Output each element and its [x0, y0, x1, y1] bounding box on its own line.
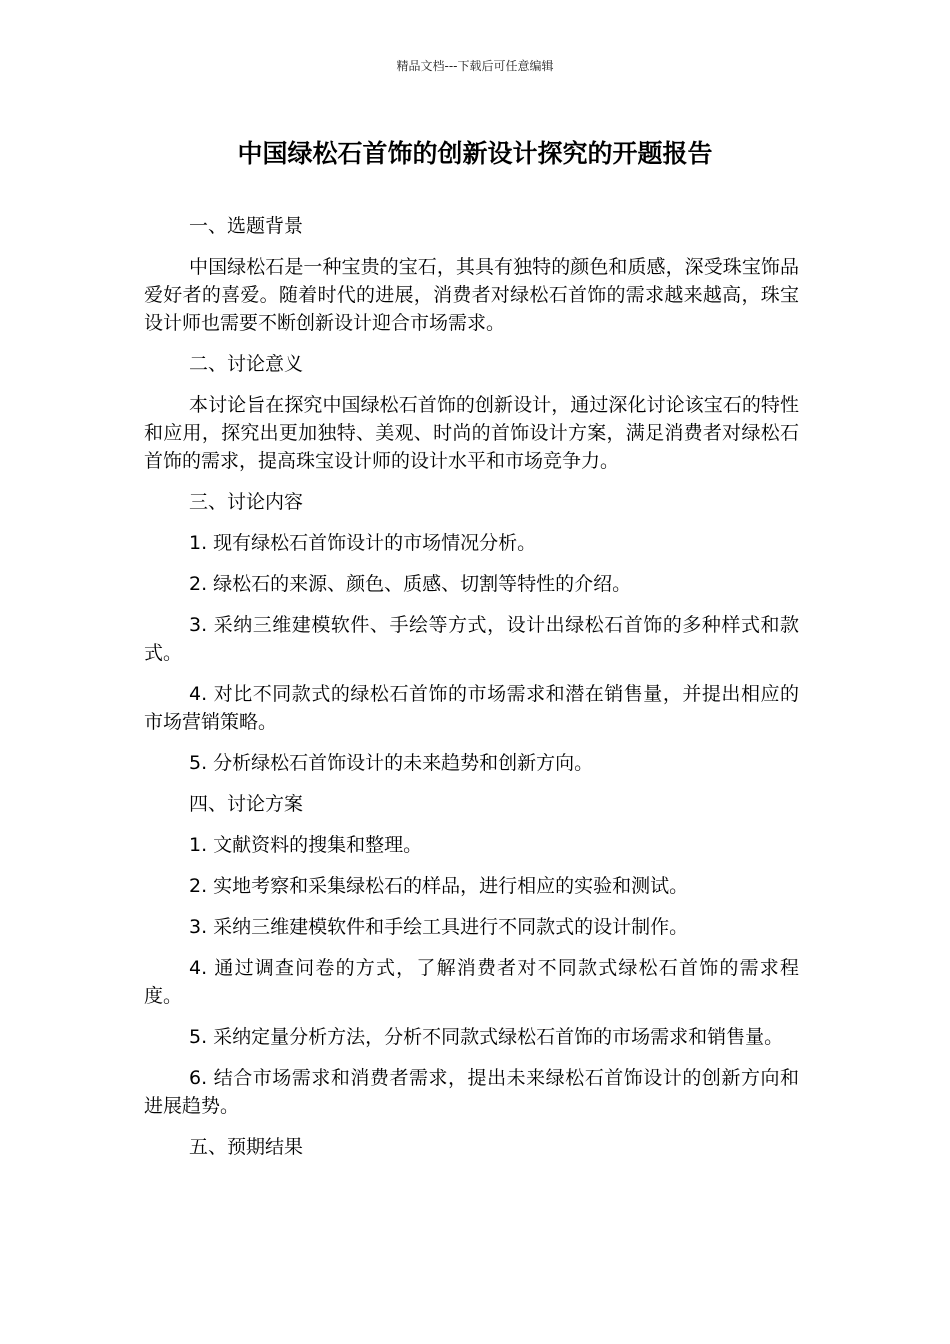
plan-list-item: 6. 结合市场需求和消费者需求，提出未来绿松石首饰设计的创新方向和进展趋势。: [144, 1067, 799, 1117]
plan-list-item: 2. 实地考察和采集绿松石的样品，进行相应的实验和测试。: [189, 875, 689, 897]
plan-list-item: 4. 通过调查问卷的方式，了解消费者对不同款式绿松石首饰的需求程度。: [144, 957, 799, 1007]
section-heading-results: 五、预期结果: [189, 1136, 304, 1158]
content-list-item: 3. 采纳三维建模软件、手绘等方式，设计出绿松石首饰的多种样式和款式。: [144, 614, 799, 664]
document-body: [144, 212, 799, 1174]
significance-paragraph: 本讨论旨在探究中国绿松石首饰的创新设计，通过深化讨论该宝石的特性和应用，探究出更加独特、美观、时尚的首饰设计方案，满足消费者对绿松石首饰的需求，提高珠宝设计师的设计水平和市场竞争力。: [144, 394, 799, 472]
content-list-item: 2. 绿松石的来源、颜色、质感、切割等特性的介绍。: [189, 573, 632, 595]
plan-list-item: 5. 采纳定量分析方法，分析不同款式绿松石首饰的市场需求和销售量。: [189, 1026, 784, 1048]
section-heading-significance: 二、讨论意义: [189, 353, 304, 375]
background-paragraph: 中国绿松石是一种宝贵的宝石，其具有独特的颜色和质感，深受珠宝饰品爱好者的喜爱。随着时代的进展，消费者对绿松石首饰的需求越来越高，珠宝设计师也需要不断创新设计迎合市场需求。: [144, 256, 799, 334]
document-title: 中国绿松石首饰的创新设计探究的开题报告: [237, 139, 713, 168]
header-note: 精品文档---下载后可任意编辑: [396, 59, 554, 73]
section-heading-plan: 四、讨论方案: [189, 793, 304, 815]
plan-list-item: 3. 采纳三维建模软件和手绘工具进行不同款式的设计制作。: [189, 916, 689, 938]
section-heading-background: 一、选题背景: [189, 215, 304, 237]
plan-list-item: 1. 文献资料的搜集和整理。: [189, 834, 423, 856]
content-list-item: 5. 分析绿松石首饰设计的未来趋势和创新方向。: [189, 752, 594, 774]
content-list-item: 4. 对比不同款式的绿松石首饰的市场需求和潜在销售量，并提出相应的市场营销策略。: [144, 683, 799, 733]
section-heading-content: 三、讨论内容: [189, 491, 304, 513]
content-list-item: 1. 现有绿松石首饰设计的市场情况分析。: [189, 532, 537, 554]
